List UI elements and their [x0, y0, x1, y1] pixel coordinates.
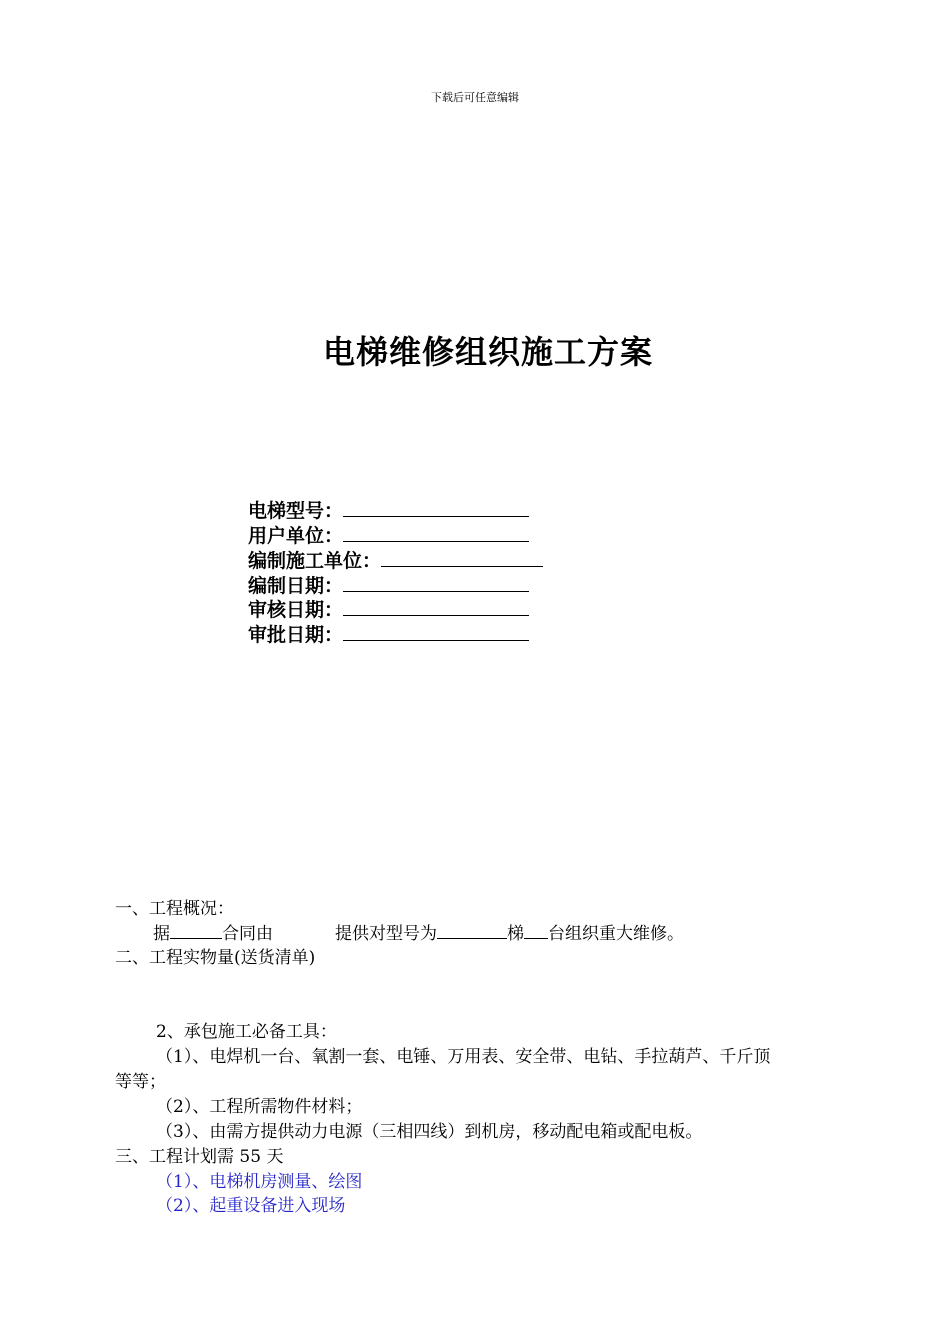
- section-2-heading: 二、工程实物量(送货清单): [115, 948, 316, 968]
- form-label: 审核日期：: [248, 599, 344, 621]
- section-2-subheading: 2、承包施工必备工具：: [156, 1022, 337, 1042]
- form-field-compile-date: [248, 573, 529, 598]
- section-3-item-2: （2）、起重设备进入现场: [156, 1196, 346, 1216]
- form-field-construction-unit: [248, 548, 543, 573]
- form-label: 编制施工单位：: [248, 550, 382, 572]
- section-2-item-1: （1）、电焊机一台、氧割一套、电锤、万用表、安全带、电钻、手拉葫芦、千斤顶: [156, 1047, 771, 1067]
- form-label: 审批日期：: [248, 624, 344, 646]
- form-field-elevator-model: [248, 498, 529, 523]
- form-blank: [343, 573, 529, 592]
- form-blank: [343, 622, 529, 641]
- form-field-approval-date: [248, 622, 529, 647]
- section-2-item-3: （3）、由需方提供动力电源（三相四线）到机房，移动配电箱或配电板。: [156, 1122, 703, 1142]
- form-field-user-unit: [248, 523, 529, 548]
- section-2-item-2: （2）、工程所需物件材料；: [156, 1097, 363, 1117]
- section-2-item-1-cont: 等等；: [115, 1072, 166, 1092]
- form-blank: [343, 523, 529, 542]
- blank-line: [524, 922, 548, 939]
- section-1-paragraph: 据 合同由 提供对型号为 梯 台组织重大维修。: [153, 924, 684, 944]
- form-blank: [343, 498, 529, 517]
- form-label: 用户单位：: [248, 525, 344, 547]
- form-blank: [343, 597, 529, 616]
- document-title: 电梯维修组织施工方案: [322, 333, 653, 371]
- blank-line: [437, 922, 507, 939]
- header-note: 下载后可任意编辑: [431, 91, 519, 104]
- section-3-item-1: （1）、电梯机房测量、绘图: [156, 1172, 363, 1192]
- form-blank: [381, 548, 543, 567]
- blank-line: [170, 922, 222, 939]
- form-label: 电梯型号：: [248, 500, 344, 522]
- form-field-review-date: [248, 597, 529, 622]
- section-1-heading: 一、工程概况：: [115, 899, 234, 919]
- section-3-heading: 三、工程计划需 55 天: [115, 1147, 284, 1167]
- form-label: 编制日期：: [248, 575, 344, 597]
